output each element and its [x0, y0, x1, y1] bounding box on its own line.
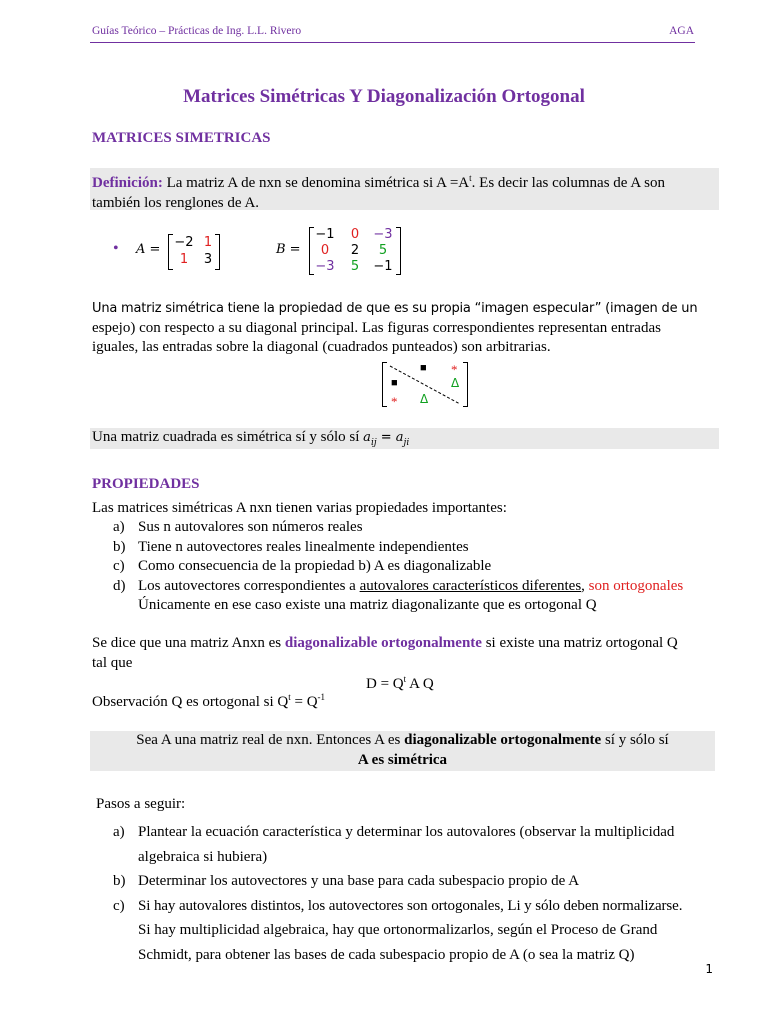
paragraph-line: iguales, las entradas sobre la diagonal (cuadrados punteados) son arbitrarias.: [92, 339, 551, 355]
section-heading-matrices: MATRICES SIMETRICAS: [92, 130, 271, 146]
steps-title: Pasos a seguir:: [96, 796, 186, 812]
matrix-b-cell: −3: [373, 227, 393, 242]
definition-text2: . Es decir las columnas de A son: [471, 175, 665, 191]
section-heading-propiedades: PROPIEDADES: [92, 476, 200, 492]
matrix-b-cell: −3: [315, 259, 335, 274]
matrix-b: [309, 227, 401, 275]
symmetry-diagram: [382, 362, 468, 407]
step-item-continuation: Si hay multiplicidad algebraica, hay que ortonormalizarlos, según el Proceso de Grand: [138, 922, 658, 938]
header-right: AGA: [669, 25, 694, 37]
theorem-bold: diagonalizable ortogonalmente: [404, 732, 602, 748]
condition-sub-right: ji: [403, 438, 410, 448]
condition-sub-left: ij: [370, 438, 377, 448]
underlined-text: autovalores característicos diferentes: [359, 577, 582, 594]
definition-label: Definición:: [92, 175, 163, 191]
paragraph-line: Una matriz simétrica tiene la propiedad de que es su propia “imagen especular” (imagen de un: [92, 301, 698, 316]
theorem-line2: A es simétrica: [357, 751, 448, 768]
matrix-b-cell: 5: [378, 243, 388, 258]
red-emphasis: son ortogonales: [588, 577, 684, 594]
matrix-b-cell: −1: [315, 227, 335, 242]
step-item-continuation: Schmidt, para obtener las bases de cada subespacio propio de A (o sea la matriz Q): [138, 946, 635, 963]
matrix-a-label: A =: [136, 242, 161, 257]
star-icon: *: [451, 362, 458, 377]
list-item-d-line2: Únicamente en ese caso existe una matriz diagonalizante que es ortogonal Q: [138, 597, 597, 613]
page-title: Matrices Simétricas Y Diagonalización Ortogonal: [183, 86, 585, 107]
bracket-right: [396, 227, 401, 275]
matrix-a: [168, 234, 220, 270]
condition-math-left: a: [363, 430, 371, 445]
condition-text: Una matriz cuadrada es simétrica sí y sólo sí: [92, 429, 364, 445]
theorem-box: Sea A una matriz real de nxn. Entonces A es diagonalizable ortogonalmente sí y sólo sí A es simétrica: [90, 731, 715, 771]
ortho-observation: Observación Q es ortogonal si $Q^t = Q^{-1}$: [92, 692, 326, 710]
matrix-a-cell: 3: [203, 252, 213, 267]
ortho-equation: $D = Q^t$ A Q: [366, 674, 434, 692]
matrix-a-cell: −2: [174, 235, 194, 250]
definition-line2: también los renglones de A.: [92, 194, 260, 211]
matrix-b-cell: 0: [350, 227, 360, 242]
props-intro: Las matrices simétricas A nxn tienen varias propiedades importantes:: [92, 500, 507, 516]
header-divider: [90, 42, 695, 43]
matrix-b-cell: 2: [350, 243, 360, 258]
matrix-a-cell: 1: [179, 252, 189, 267]
step-item-continuation: algebraica si hubiera): [138, 848, 268, 865]
delta-icon: Δ: [420, 392, 429, 406]
matrix-b-cell: 5: [350, 259, 360, 274]
symmetry-paragraph: [92, 299, 722, 358]
condition-math-right: a: [395, 430, 404, 445]
condition-eq: =: [376, 430, 396, 445]
ortho-paragraph: Se dice que una matriz Anxn es diagonalizable ortogonalmente si existe una matriz ortogonal Q tal que: [92, 635, 678, 671]
page-number: 1: [705, 962, 713, 976]
running-header: [92, 25, 694, 37]
bullet: •: [113, 240, 119, 257]
matrix-b-cell: 0: [320, 243, 330, 258]
square-icon: ■: [420, 362, 427, 374]
definition-sup: t: [469, 173, 472, 183]
paragraph-line: espejo) con respecto a su diagonal principal. Las figuras correspondientes representan entradas: [92, 319, 661, 336]
ortho-bold: diagonalizable ortogonalmente: [284, 635, 482, 651]
property-list: a) Sus n autovalores son números reales b) Tiene n autovectores reales linealmente independientes c) Como consecuencia de la propiedad b) A es diagonalizable d) Los autovectores correspondientes a autovalores característicos diferentes, son ortogonales Únicamente en ese caso existe una matriz diagonalizante que es ortogonal Q: [113, 518, 723, 618]
definition-text1: La matriz A de nxn se denomina simétrica si A =A: [162, 175, 470, 191]
definition-box: [90, 168, 719, 210]
matrix-b-cell: −1: [373, 259, 393, 274]
header-left: Guías Teórico – Prácticas de Ing. L.L. Rivero: [92, 25, 302, 37]
star-icon: *: [391, 394, 398, 409]
steps-list: a) Plantear la ecuación característica y determinar los autovalores (observar la multiplicidad algebraica si hubiera) b) Determinar los autovectores y una base para cada subespacio propio de A c) Si hay autovalores distintos, los autovectores son ortogonales, Li y sólo deben normalizarse. Si hay multiplicidad algebraica, hay que ortonormalizarlos, según el Proceso de Grand Schmidt, para obtener las bases de cada subespacio propio de A (o sea la matriz Q): [113, 820, 728, 970]
square-icon: ■: [391, 377, 398, 389]
matrix-a-cell: 1: [203, 235, 213, 250]
delta-icon: Δ: [451, 376, 460, 390]
condition-box: [90, 428, 719, 449]
matrix-b-label: B =: [276, 242, 301, 257]
